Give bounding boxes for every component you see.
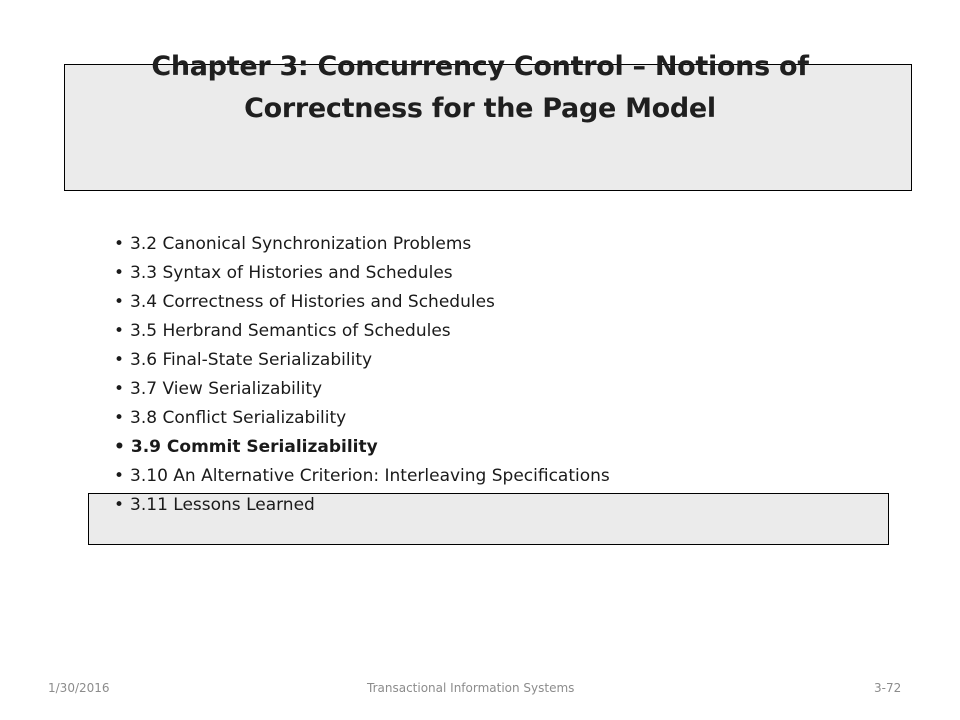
list-item-label: 3.3 Syntax of Histories and Schedules: [130, 263, 453, 283]
bullet-icon: •: [114, 408, 125, 428]
list-item-label: 3.10 An Alternative Criterion: Interleaving Specifications: [130, 466, 610, 486]
slide-title-line-1: Chapter 3: Concurrency Control – Notions of: [151, 51, 809, 82]
bullet-icon: •: [114, 466, 125, 486]
bullet-icon: •: [114, 350, 125, 370]
list-item: [114, 288, 610, 317]
list-item-label: 3.7 View Serializability: [130, 379, 323, 399]
slide-title: [40, 46, 920, 130]
list-item: [114, 404, 610, 433]
bullet-icon: •: [114, 321, 125, 341]
list-item-label: 3.4 Correctness of Histories and Schedules: [130, 292, 495, 312]
list-item: [114, 433, 610, 462]
footer-title: Transactional Information Systems: [367, 681, 575, 695]
list-item-label: 3.6 Final-State Serializability: [130, 350, 373, 370]
list-item-label: 3.9 Commit Serializability: [130, 437, 378, 457]
list-item: [114, 491, 610, 520]
bullet-icon: •: [114, 292, 125, 312]
list-item: [114, 259, 610, 288]
list-item: [114, 346, 610, 375]
bullet-icon: •: [114, 437, 125, 457]
list-item: [114, 462, 610, 491]
list-item-label: 3.5 Herbrand Semantics of Schedules: [130, 321, 451, 341]
page-number: 3-72: [874, 681, 902, 695]
bullet-icon: •: [114, 234, 125, 254]
bullet-icon: •: [114, 495, 125, 515]
list-item: [114, 317, 610, 346]
bullet-icon: •: [114, 379, 125, 399]
list-item: [114, 375, 610, 404]
list-item: [114, 230, 610, 259]
section-list: [114, 230, 610, 520]
slide-title-line-2: Correctness for the Page Model: [244, 93, 716, 124]
list-item-label: 3.2 Canonical Synchronization Problems: [130, 234, 472, 254]
list-item-label: 3.8 Conflict Serializability: [130, 408, 347, 428]
bullet-icon: •: [114, 263, 125, 283]
list-item-label: 3.11 Lessons Learned: [130, 495, 315, 515]
footer-date: 1/30/2016: [48, 681, 110, 695]
